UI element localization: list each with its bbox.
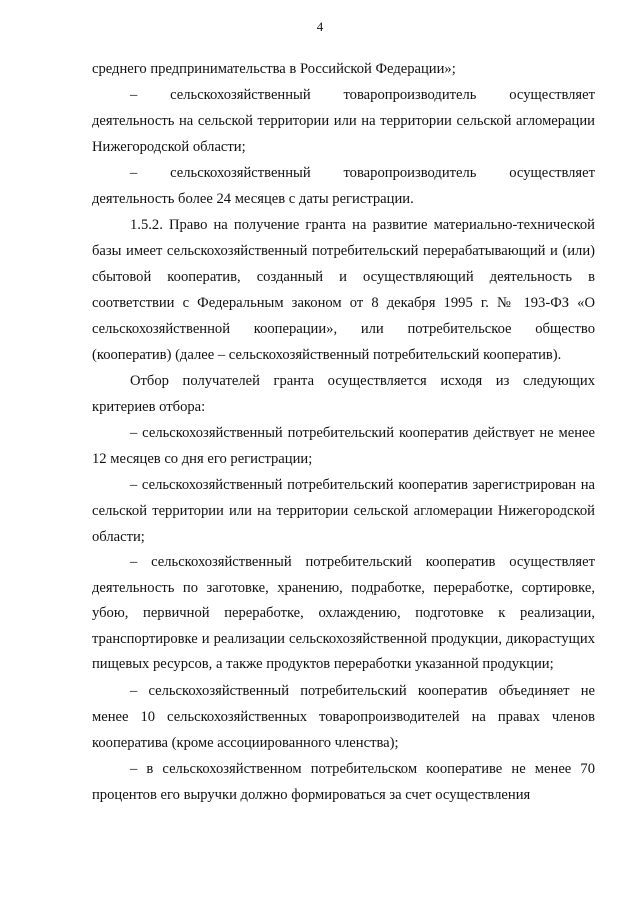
paragraph: Отбор получателей гранта осуществляется исходя из следующих критериев отбора: (92, 373, 595, 415)
document-body (92, 56, 595, 808)
paragraph: 1.5.2. Право на получение гранта на развитие материально-технической базы имеет сельскохозяйственный потребительский перерабатывающий и (или) сбытовой кооператив, созданный и осуществляющий деятельность в соответствии с Федеральным законом от 8 декабря 1995 г. № 193-ФЗ «О сельскохозяйственной кооперации», или потребительское общество (кооператив) (далее – сельскохозяйственный потребительский кооператив). (92, 217, 595, 363)
paragraph: – сельскохозяйственный потребительский кооператив осуществляет деятельность по заготовке, хранению, подработке, переработке, сортировке, убою, первичной переработке, охлаждению, подготовке к реализации, транспортировке и реализации сельскохозяйственной продукции, дикорастущих пищевых ресурсов, а также продуктов переработки указанной продукции; (92, 554, 595, 673)
page-number: 4 (316, 19, 324, 34)
paragraph: – сельскохозяйственный потребительский кооператив действует не менее 12 месяцев со дня его регистрации; (92, 425, 595, 467)
paragraph: – сельскохозяйственный товаропроизводитель осуществляет деятельность более 24 месяцев с даты регистрации. (92, 165, 595, 207)
paragraph: – сельскохозяйственный потребительский кооператив объединяет не менее 10 сельскохозяйственных товаропроизводителей на правах членов кооператива (кроме ассоциированного членства); (92, 682, 595, 751)
paragraph: – сельскохозяйственный товаропроизводитель осуществляет деятельность на сельской территории или на территории сельской агломерации Нижегородской области; (92, 87, 595, 155)
paragraph: – сельскохозяйственный потребительский кооператив зарегистрирован на сельской территории или на территории сельской агломерации Нижегородской области; (92, 477, 595, 545)
paragraph: среднего предпринимательства в Российской Федерации»; (92, 61, 456, 77)
paragraph: – в сельскохозяйственном потребительском кооперативе не менее 70 процентов его выручки должно формироваться за счет осуществления (92, 760, 595, 803)
